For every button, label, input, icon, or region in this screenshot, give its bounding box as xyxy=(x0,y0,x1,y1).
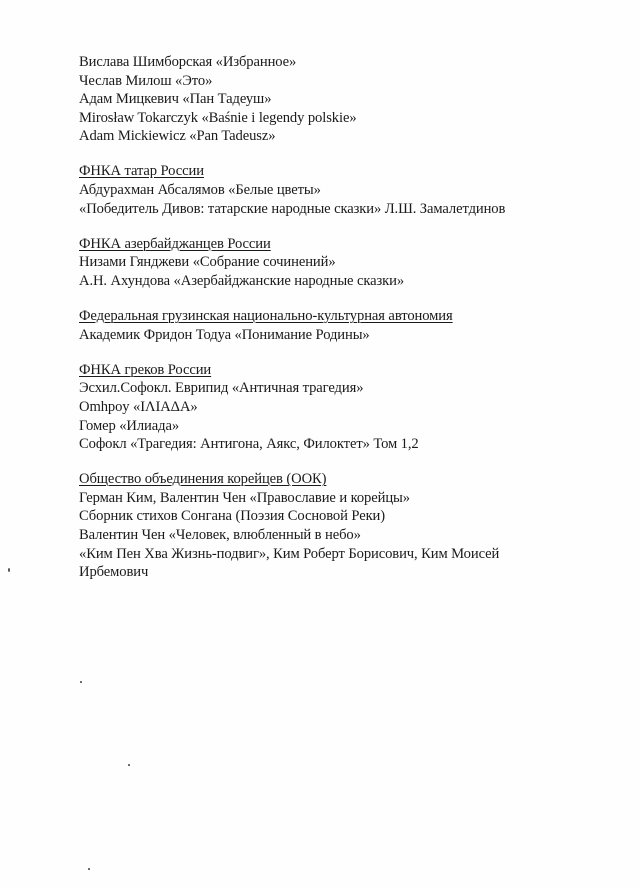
list-item: Adam Mickiewicz «Pan Tadeusz» xyxy=(79,128,276,145)
list-item: «Ким Пен Хва Жизнь-подвиг», Ким Роберт Борисович, Ким Моисей Ирбемович xyxy=(79,545,500,581)
intro-list xyxy=(79,53,619,146)
section-tatar xyxy=(79,162,619,218)
list-item: Абдурахман Абсалямов «Белые цветы» xyxy=(79,182,321,199)
list-item: Академик Фридон Тодуа «Понимание Родины» xyxy=(79,326,370,343)
scan-speck xyxy=(8,568,10,572)
list-item: Герман Ким, Валентин Чен «Православие и корейцы» xyxy=(79,489,410,506)
scan-speck xyxy=(88,868,90,870)
section-georgian xyxy=(79,307,619,344)
section-title: Общество объединения корейцев (ООК) xyxy=(79,471,327,488)
list-item: Omhpoy «ΙΛΙΑΔΑ» xyxy=(79,398,198,415)
section-title: Федеральная грузинская национально-культурная автономия xyxy=(79,308,453,325)
section-title: ФНКА азербайджанцев России xyxy=(79,235,271,252)
list-item: Сборник стихов Сонгана (Поэзия Сосновой Реки) xyxy=(79,508,386,525)
list-item: А.Н. Ахундова «Азербайджанские народные сказки» xyxy=(79,272,405,289)
section-greek xyxy=(79,361,619,454)
section-azerbaijani xyxy=(79,235,619,291)
list-item: Mirosław Tokarczyk «Baśnie i legendy polskie» xyxy=(79,109,357,126)
document-body xyxy=(79,53,619,598)
list-item: Адам Мицкевич «Пан Тадеуш» xyxy=(79,91,272,108)
section-korean xyxy=(79,470,619,582)
section-title: ФНКА татар России xyxy=(79,163,204,180)
scan-speck xyxy=(80,681,82,683)
list-item: Низами Гянджеви «Собрание сочинений» xyxy=(79,254,336,271)
list-item: Гомер «Илиада» xyxy=(79,417,180,434)
list-item: Эсхил.Софокл. Еврипид «Античная трагедия» xyxy=(79,380,364,397)
scan-speck xyxy=(128,764,130,766)
list-item: Софокл «Трагедия: Антигона, Аякс, Филоктет» Том 1,2 xyxy=(79,436,419,453)
list-item: Чеслав Милош «Это» xyxy=(79,72,213,89)
list-item: «Победитель Дивов: татарские народные сказки» Л.Ш. Замалетдинов xyxy=(79,200,506,217)
list-item: Валентин Чен «Человек, влюбленный в небо» xyxy=(79,526,361,543)
section-title: ФНКА греков России xyxy=(79,361,212,378)
list-item: Вислава Шимборская «Избранное» xyxy=(79,54,297,70)
